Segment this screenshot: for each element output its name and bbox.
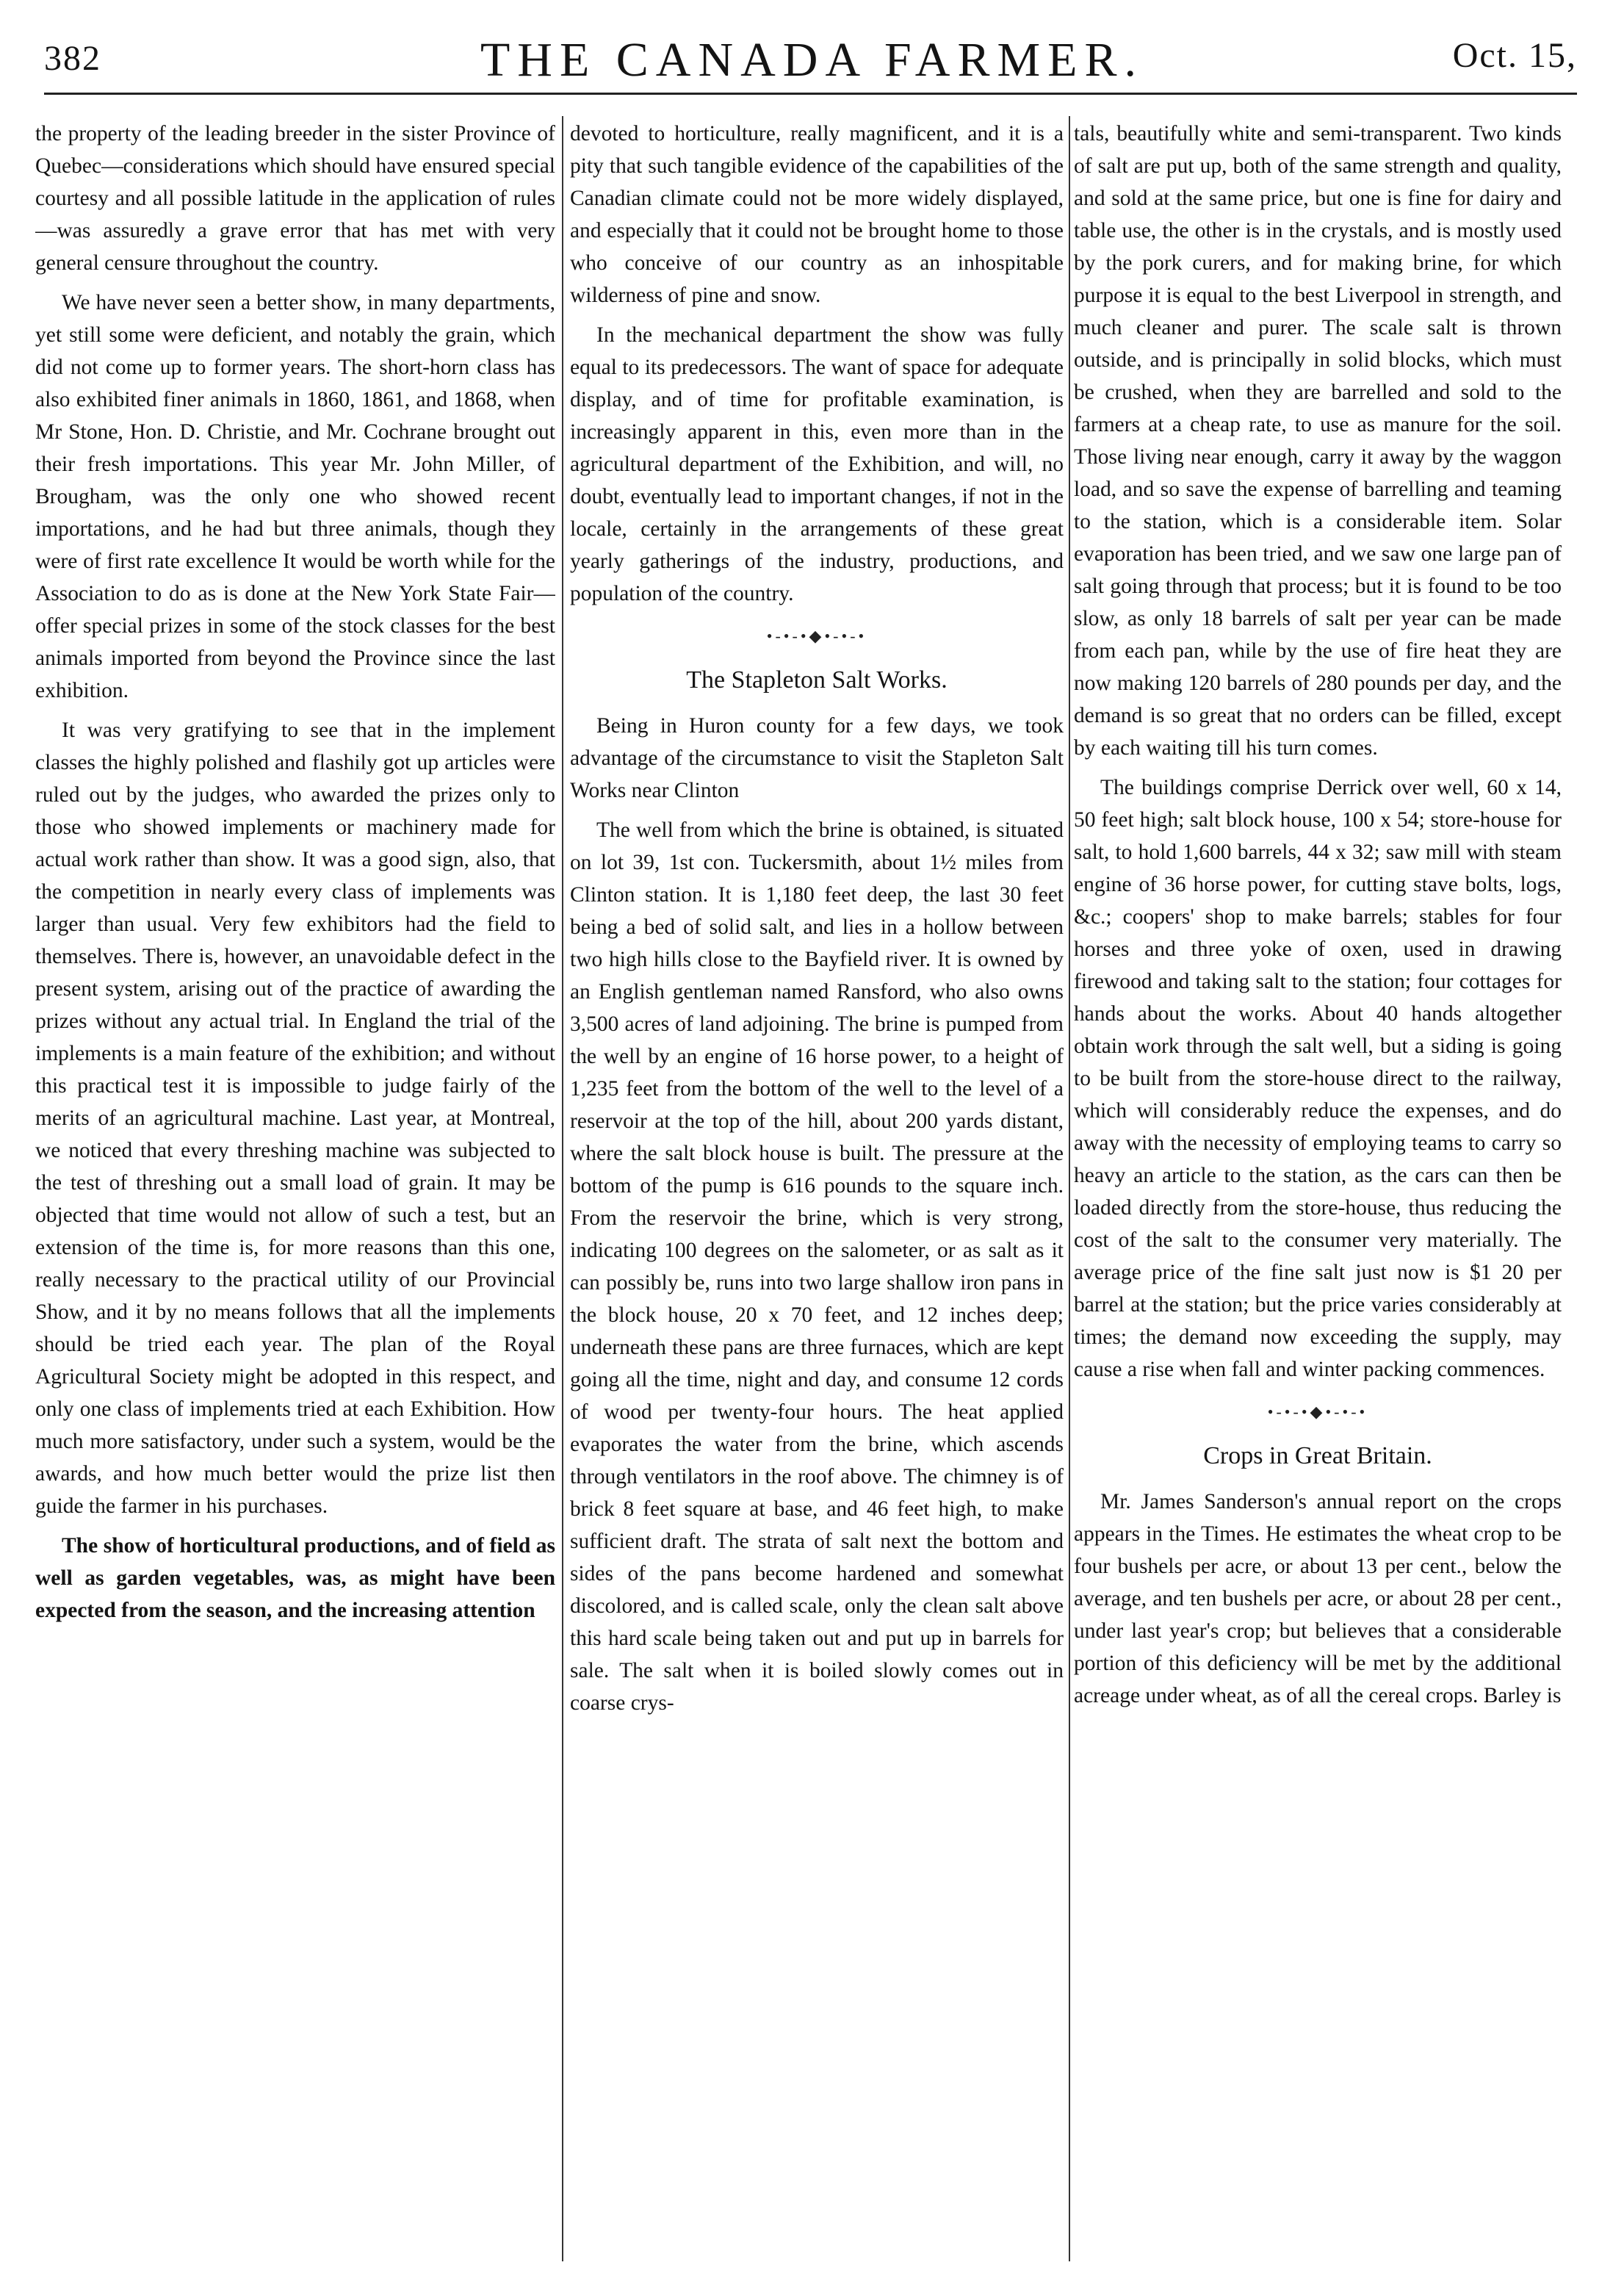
column-divider (562, 116, 563, 2261)
paragraph: It was very gratifying to see that in the implement classes the highly polished and flashily got up articles were ruled out by the judges, who awarded the prizes only to those who showed implements or machinery made for actual work rather than show. It was a good sign, also, that the competition in nearly every class of implements was larger than usual. Very few exhibitors had the field to themselves. There is, however, an unavoidable defect in the present system, arising out of the practice of awarding the prizes without any actual trial. In England the trial of the implements is a main feature of the exhibition; and without this practical test it is impossible to judge fairly of the merits of an agricultural machine. Last year, at Montreal, we noticed that every threshing machine was subjected to the test of threshing out a small load of grain. It may be objected that time would not allow of such a test, but an extension of the time is, for more reasons than this one, really necessary to the practical utility of our Provincial Show, and it by no means follows that all the implements should be tried each year. The plan of the Royal Agricultural Society might be adopted in this respect, and only one class of implements tried at each Exhibition. How much more satisfactory, under such a system, would be the awards, and how much better would the prize list then guide the farmer in his purchases. (35, 719, 555, 1518)
column-1 (35, 118, 555, 2270)
article-heading: The Stapleton Salt Works. (686, 666, 948, 694)
page-header (0, 0, 1624, 96)
paragraph: Being in Huron county for a few days, we took advantage of the circumstance to visit the Stapleton Salt Works near Clinton (570, 714, 1064, 802)
paragraph: tals, beautifully white and semi-transparent. Two kinds of salt are put up, both of the same strength and quality, and sold at the same price, but one is fine for dairy and table use, the other is in the crystals, and is mostly used by the pork curers, and for making brine, for which purpose it is equal to the best Liverpool in strength, and much cleaner and purer. The scale salt is thrown outside, and is principally in solid blocks, which must be crushed, when they are barrelled and sold to the farmers at a cheap rate, to use as manure for the soil. Those living near enough, carry it away by the waggon load, and so save the expense of barrelling and teaming to the station, which is a considerable item. Solar evaporation has been tried, and we saw one large pan of salt going through that process; but it is found to be too slow, as only 18 barrels of salt per year can be made from each pan, while by the use of fire heat they are now making 120 barrels of 280 pounds per day, and the demand is so great that no orders can be filled, except by each waiting till his turn comes. (1074, 122, 1562, 760)
paragraph: The show of horticultural productions, and of field as well as garden vegetables, was, as might have been expected from the season, and the increasing attention (35, 1534, 555, 1622)
section-ornament: •-•-•◆•-•-• (1267, 1403, 1368, 1421)
issue-date: Oct. 15, (1452, 36, 1577, 75)
publication-title: THE CANADA FARMER. (480, 33, 1144, 87)
paragraph: the property of the leading breeder in the sister Province of Quebec—considerations which should have ensured special courtesy and all possible latitude in the application of rules—was assuredly a grave error that has met with very general censure throughout the country. (35, 122, 555, 275)
column-2 (570, 118, 1064, 2270)
paragraph: The buildings comprise Derrick over well, 60 x 14, 50 feet high; salt block house, 100 x 54; store-house for salt, to hold 1,600 barrels, 44 x 32; saw mill with steam engine of 36 horse power, for cutting stave bolts, logs, &c.; coopers' shop to make barrels; stables for four horses and three yoke of oxen, used in drawing firewood and taking salt to the station; four cottages for hands about the works. About 40 hands altogether obtain work through the salt well, but a siding is going to be built from the store-house direct to the railway, which will considerably reduce the expenses, and do away with the necessity of employing teams to carry so heavy an article to the station, as the cars can then be loaded directly from the store-house, thus reducing the cost of the salt to the consumer very materially. The average price of the fine salt just now is $1 20 per barrel at the station; but the price varies considerably at times; the demand now exceeding the supply, may cause a rise when fall and winter packing commences. (1074, 776, 1562, 1381)
section-ornament: •-•-•◆•-•-• (766, 627, 867, 645)
header-rule (44, 93, 1577, 95)
page-number: 382 (44, 39, 101, 78)
paragraph: devoted to horticulture, really magnificent, and it is a pity that such tangible evidence of the capabilities of the Canadian climate could not be more widely displayed, and especially that it could not be brought home to those who conceive of our country as an inhospitable wilderness of pine and snow. (570, 122, 1064, 307)
paragraph: In the mechanical department the show was fully equal to its predecessors. The want of space for adequate display, and of time for profitable examination, is increasingly apparent in this, even more than in the agricultural department of the Exhibition, and will, no doubt, eventually lead to important changes, if not in the locale, certainly in the arrangements of these great yearly gatherings of the industry, productions, and population of the country. (570, 323, 1064, 605)
article-heading: Crops in Great Britain. (1203, 1442, 1432, 1469)
paragraph: The well from which the brine is obtained, is situated on lot 39, 1st con. Tuckersmith, about 1½ miles from Clinton station. It is 1,180 feet deep, the last 30 feet being a bed of solid salt, and lies in a hollow between two high hills close to the Bayfield river. It is owned by an English gentleman named Ransford, who also owns 3,500 acres of land adjoining. The brine is pumped from the well by an engine of 16 horse power, to a height of 1,235 feet from the bottom of the well to the level of a reservoir at the top of the hill, about 200 yards distant, where the salt block house is built. The pressure at the bottom of the pump is 616 pounds to the square inch. From the reservoir the brine, which is very strong, indicating 100 degrees on the salometer, or as salt as it can possibly be, runs into two large shallow iron pans in the block house, 20 x 70 feet, and 12 inches deep; underneath these pans are three furnaces, which are kept going all the time, night and day, and consume 12 cords of wood per twenty-four hours. The heat applied evaporates the water from the brine, which ascends through ventilators in the roof above. The chimney is of brick 8 feet square at base, and 46 feet high, to make sufficient draft. The strata of salt next the bottom and sides of the pans become hardened and somewhat discolored, and is called scale, only the clean salt above this hard scale being taken out and put up in barrels for sale. The salt when it is boiled slowly comes out in coarse crys- (570, 818, 1064, 1715)
column-3 (1074, 118, 1562, 2270)
paragraph: Mr. James Sanderson's annual report on the crops appears in the Times. He estimates the wheat crop to be four bushels per acre, or about 13 per cent., below the average, and ten bushels per acre, or about 28 per cent., under last year's crop; but believes that a considerable portion of this deficiency will be met by the additional acreage under wheat, as of all the cereal crops. Barley is (1074, 1490, 1562, 1707)
paragraph: We have never seen a better show, in many departments, yet still some were deficient, and notably the grain, which did not come up to former years. The short-horn class has also exhibited finer animals in 1860, 1861, and 1868, when Mr Stone, Hon. D. Christie, and Mr. Cochrane brought out their fresh importations. This year Mr. John Miller, of Brougham, was the only one who showed recent importations, and he had but three animals, though they were of first rate excellence It would be worth while for the Association to do as is done at the New York State Fair—offer special prizes in some of the stock classes for the best animals imported from beyond the Province since the last exhibition. (35, 291, 555, 702)
column-divider (1069, 116, 1070, 2261)
